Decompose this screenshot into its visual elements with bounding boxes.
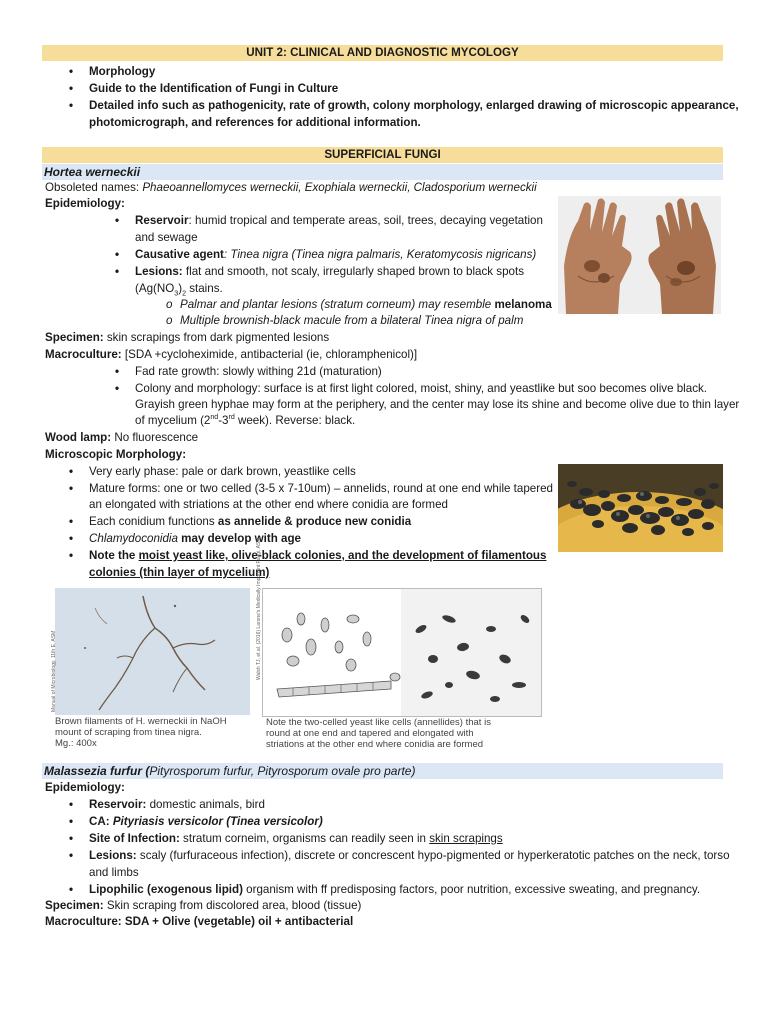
intro-bullet-detailed: • Detailed info such as pathogenicity, rate of growth, colony morphology, enlarged drawing of microscopic appearance, [89,98,739,115]
malassezia-specimen [45,898,361,915]
intro-bullet-detailed-cont: photomicrograph, and references for additional information. [89,116,421,129]
palm-photo [558,196,721,314]
organism-name: Hortea werneckii [44,165,141,179]
obsoleted-value: Phaeoannellomyces werneckii, Exophiala werneckii, Cladosporium werneckii [142,181,537,194]
colony-photo-image [558,464,723,552]
naoh-mount-photo [55,588,250,715]
micro-chlamydo-bold: may develop with age [177,532,301,545]
specimen-line [45,330,329,347]
organism-header-malassezia [42,763,723,779]
lesions-formula-sub: 3 [174,290,179,298]
unit-title: UNIT 2: CLINICAL AND DIAGNOSTIC MYCOLOGY [42,45,723,61]
mycelium-sup2: rd [228,414,235,422]
annellide-figure [262,588,542,717]
specimen-text: skin scrapings from dark pigmented lesions [103,331,330,344]
sub-bullet-melanoma [180,297,552,314]
malassezia-lesions-label: Lesions: [89,849,137,862]
caption-right-3: striations at the other end where conidia are formed [266,739,484,750]
causative-label: Causative agent [135,248,224,261]
malassezia-specimen-text: Skin scraping from discolored area, blood (tissue) [103,899,362,912]
micro-bullet-note-cont: colonies (thin layer of mycelium) [89,566,270,579]
specimen-label: Specimen: [45,331,104,344]
malassezia-ca [89,814,323,831]
annellide-drawing [263,589,541,716]
malassezia-lipophilic-label: Lipophilic (exogenous lipid) [89,883,243,896]
epidemiology-heading: Epidemiology: [45,197,125,210]
reservoir-text: : humid tropical and temperate areas, soil, trees, decaying vegetation [188,214,543,227]
lesions-line-cont [135,281,223,298]
colony-photo [558,464,723,552]
macro-bullet-colony-cont: Grayish green hyphae may form at the periphery, and the center may lose its shine and become olive due to thin layer [135,398,740,411]
malassezia-lesions-text: scaly (furfuraceous infection), discrete or concrescent hypo-pigmented or hyperkeratotic patches on the neck, torso [136,849,730,862]
malassezia-lipophilic-text: organism with ff predisposing factors, poor nutrition, excessive sweating, and pregnancy. [242,883,701,896]
naoh-mount-image [55,588,250,715]
malassezia-name: Malassezia furfur ( [44,764,150,778]
malassezia-site-underline: skin scrapings [429,832,503,845]
intro-bullet-guide: • Guide to the Identification of Fungi in Culture [89,81,338,98]
sub-bullet-melanoma-text: Palmar and plantar lesions (stratum corneum) may resemble [180,298,495,311]
malassezia-lesions-cont: and limbs [89,866,139,879]
caption-left-3: Mg.: 400x [55,738,97,749]
malassezia-macroculture: Macroculture: SDA + Olive (vegetable) oil + antibacterial [45,915,354,928]
sub-bullet-macule: o Multiple brownish-black macule from a bilateral Tinea nigra of palm [180,313,523,330]
mycelium-c: week). Reverse: black. [234,414,356,427]
mycelium-a: of mycelium (2 [135,414,211,427]
malassezia-ca-text: Pityriasis versicolor (Tinea versicolor) [112,815,323,828]
wood-lamp-label: Wood lamp: [45,431,112,444]
lesions-formula-b: ) [178,282,183,295]
caption-right-2: round at one end and tapered and elongated with [266,728,474,739]
obsoleted-names [45,180,537,197]
malassezia-lipophilic [89,882,700,899]
lesions-formula-a: (Ag(NO [135,282,175,295]
mycelium-b: -3 [218,414,229,427]
credit-right: Walsh TJ, et al. (2016) Larone's Medically Important Fungi, ASM [256,537,262,680]
micro-bullet-mature: • Mature forms: one or two celled (3-5 x 7-10um) – annelids, round at one end while tapered [89,481,553,498]
lesions-label: Lesions: [135,265,183,278]
malassezia-specimen-label: Specimen: [45,899,104,912]
macroculture-line [45,347,417,364]
micro-note-a: Note the [89,549,139,562]
micro-bullet-conidium [89,514,411,531]
macroculture-label: Macroculture: [45,348,122,361]
micro-bullet-mature-cont: an elongated with striations at the other end where conidia are formed [89,498,448,511]
macroculture-text: [SDA +cycloheximide, antibacterial (ie, chloramphenicol)] [121,348,418,361]
micro-bullet-note [89,548,546,565]
lesions-line [135,264,524,281]
caption-left-1: Brown filaments of H. werneckii in NaOH [55,716,227,727]
malassezia-epidemiology-heading: Epidemiology: [45,781,125,794]
microscopic-heading: Microscopic Morphology: [45,448,187,461]
micro-conidium-text: Each conidium functions [89,515,218,528]
malassezia-reservoir-text: domestic animals, bird [146,798,265,811]
obsoleted-label: Obsoleted names: [45,181,143,194]
malassezia-reservoir [89,797,265,814]
organism-header-hortea [42,164,723,180]
malassezia-lesions [89,848,730,865]
micro-chlamydo-italic: Chlamydoconidia [89,532,178,545]
intro-bullet-morphology: • Morphology [89,64,155,81]
reservoir-line-cont: and sewage [135,231,198,244]
malassezia-reservoir-label: Reservoir: [89,798,147,811]
macro-bullet-colony-cont2 [135,413,355,430]
malassezia-ca-label: CA: [89,815,113,828]
micro-bullet-chlamydo [89,531,301,548]
micro-conidium-bold: as annelide & produce new conidia [217,515,412,528]
macro-bullet-colony: • Colony and morphology: surface is at first light colored, moist, shiny, and yeastlike but soo becomes olive black. [135,381,707,398]
causative-text: : Tinea nigra (Tinea nigra palmaris, Keratomycosis nigricans) [223,248,537,261]
malassezia-site-text: stratum corneim, organisms can readily seen in [179,832,430,845]
credit-left: Manual of Microbiology, 11th E, ASM [51,630,57,712]
wood-lamp-line [45,430,198,447]
malassezia-site [89,831,503,848]
lesions-text: flat and smooth, not scaly, irregularly shaped brown to black spots [182,265,525,278]
reservoir-label: Reservoir [135,214,189,227]
causative-line [135,247,536,264]
lesions-formula-sub2: 2 [182,290,186,298]
lesions-formula-c: stains. [185,282,223,295]
macro-bullet-growth: • Fad rate growth: slowly withing 21d (maturation) [135,364,382,381]
reservoir-line [135,213,543,230]
sub-bullet-melanoma-bold: melanoma [494,298,552,311]
mycelium-sup1: nd [210,414,219,422]
section-title: SUPERFICIAL FUNGI [42,147,723,163]
malassezia-site-label: Site of Infection: [89,832,180,845]
malassezia-synonyms: Pityrosporum furfur, Pityrosporum ovale pro parte) [149,764,416,778]
caption-right-1: Note the two-celled yeast like cells (annellides) that is [266,717,491,728]
micro-bullet-early: • Very early phase: pale or dark brown, yeastlike cells [89,464,356,481]
caption-left-2: mount of scraping from tinea nigra. [55,727,202,738]
wood-lamp-text: No fluorescence [111,431,199,444]
micro-note-b: moist yeast like, olive-black colonies, and the development of filamentous [138,549,547,562]
palm-photo-image [558,196,721,314]
